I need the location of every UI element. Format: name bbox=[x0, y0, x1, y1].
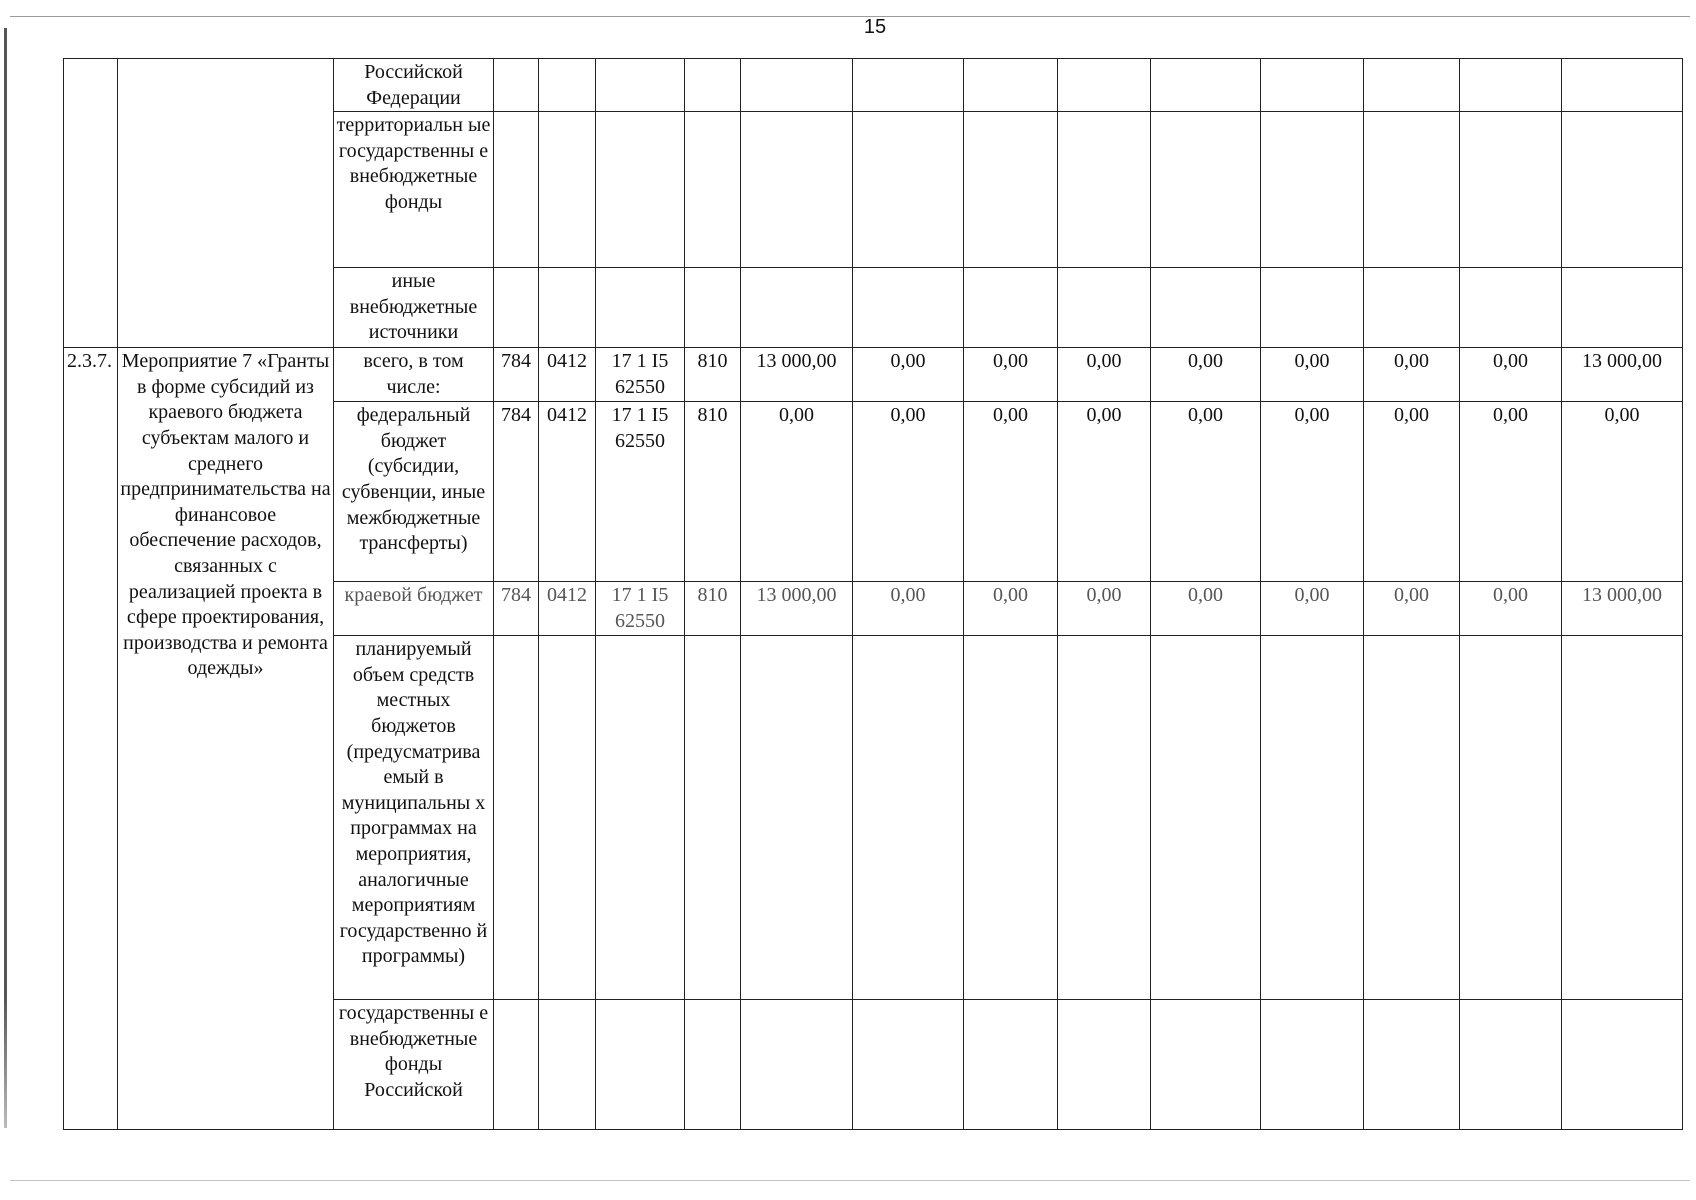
grbs-cell: 784 bbox=[494, 348, 539, 402]
value-cell: 0,00 bbox=[1364, 582, 1460, 636]
vr-cell: 810 bbox=[685, 582, 741, 636]
rzpr-cell: 0412 bbox=[539, 402, 596, 582]
value-cell: 0,00 bbox=[1151, 348, 1261, 402]
vr-cell: 810 bbox=[685, 402, 741, 582]
value-cell: 0,00 bbox=[853, 348, 964, 402]
csr-cell: 17 1 I5 62550 bbox=[596, 402, 685, 582]
value-cell: 13 000,00 bbox=[741, 582, 853, 636]
item-id: 2.3.7. bbox=[64, 348, 118, 1130]
source-cell: Российской Федерации bbox=[334, 59, 494, 112]
vr-cell: 810 bbox=[685, 348, 741, 402]
value-cell: 0,00 bbox=[1364, 348, 1460, 402]
table-row bbox=[64, 348, 1683, 402]
value-cell: 0,00 bbox=[1151, 582, 1261, 636]
source-cell: иные внебюджетные источники bbox=[334, 268, 494, 348]
value-cell: 0,00 bbox=[853, 582, 964, 636]
value-cell: 0,00 bbox=[1460, 582, 1562, 636]
value-cell: 0,00 bbox=[964, 582, 1058, 636]
rzpr-cell: 0412 bbox=[539, 582, 596, 636]
value-cell: 0,00 bbox=[1261, 582, 1364, 636]
value-cell: 0,00 bbox=[1151, 402, 1261, 582]
value-cell: 13 000,00 bbox=[1562, 582, 1683, 636]
item-name: Мероприятие 7 «Гранты в форме субсидий из краевого бюджета субъектам малого и среднего предпринимательства на финансовое обеспечение расходов, связанных с реализацией проекта в сфере проектирования, производства и ремонта одежды» bbox=[118, 348, 334, 1130]
value-cell: 13 000,00 bbox=[741, 348, 853, 402]
source-cell: планируемый объем средств местных бюджетов (предусматрива емый в муниципальны х программах на мероприятия, аналогичные мероприятиям государственно й программы) bbox=[334, 636, 494, 1000]
value-cell: 0,00 bbox=[741, 402, 853, 582]
budget-table bbox=[63, 58, 1683, 1130]
source-cell: государственны е внебюджетные фонды Российской bbox=[334, 1000, 494, 1130]
grbs-cell: 784 bbox=[494, 402, 539, 582]
value-cell: 0,00 bbox=[1058, 348, 1151, 402]
csr-cell: 17 1 I5 62550 bbox=[596, 582, 685, 636]
scan-left-edge bbox=[4, 28, 7, 1128]
page-number: 15 bbox=[863, 16, 887, 38]
grbs-cell: 784 bbox=[494, 582, 539, 636]
value-cell: 0,00 bbox=[1261, 402, 1364, 582]
source-cell: всего, в том числе: bbox=[334, 348, 494, 402]
source-cell: территориальн ые государственны е внебюджетные фонды bbox=[334, 112, 494, 268]
source-cell: краевой бюджет bbox=[334, 582, 494, 636]
value-cell: 0,00 bbox=[1460, 402, 1562, 582]
rzpr-cell: 0412 bbox=[539, 348, 596, 402]
value-cell: 0,00 bbox=[853, 402, 964, 582]
value-cell: 0,00 bbox=[964, 348, 1058, 402]
item-name-cell bbox=[118, 59, 334, 348]
value-cell: 0,00 bbox=[1058, 582, 1151, 636]
value-cell: 0,00 bbox=[1261, 348, 1364, 402]
value-cell: 0,00 bbox=[1562, 402, 1683, 582]
value-cell: 13 000,00 bbox=[1562, 348, 1683, 402]
scan-bottom-line bbox=[10, 1180, 1690, 1181]
value-cell: 0,00 bbox=[1058, 402, 1151, 582]
value-cell: 0,00 bbox=[1460, 348, 1562, 402]
item-id-cell bbox=[64, 59, 118, 348]
table-row bbox=[64, 59, 1683, 112]
csr-cell: 17 1 I5 62550 bbox=[596, 348, 685, 402]
value-cell: 0,00 bbox=[1364, 402, 1460, 582]
source-cell: федеральный бюджет (субсидии, субвенции, иные межбюджетные трансферты) bbox=[334, 402, 494, 582]
value-cell: 0,00 bbox=[964, 402, 1058, 582]
